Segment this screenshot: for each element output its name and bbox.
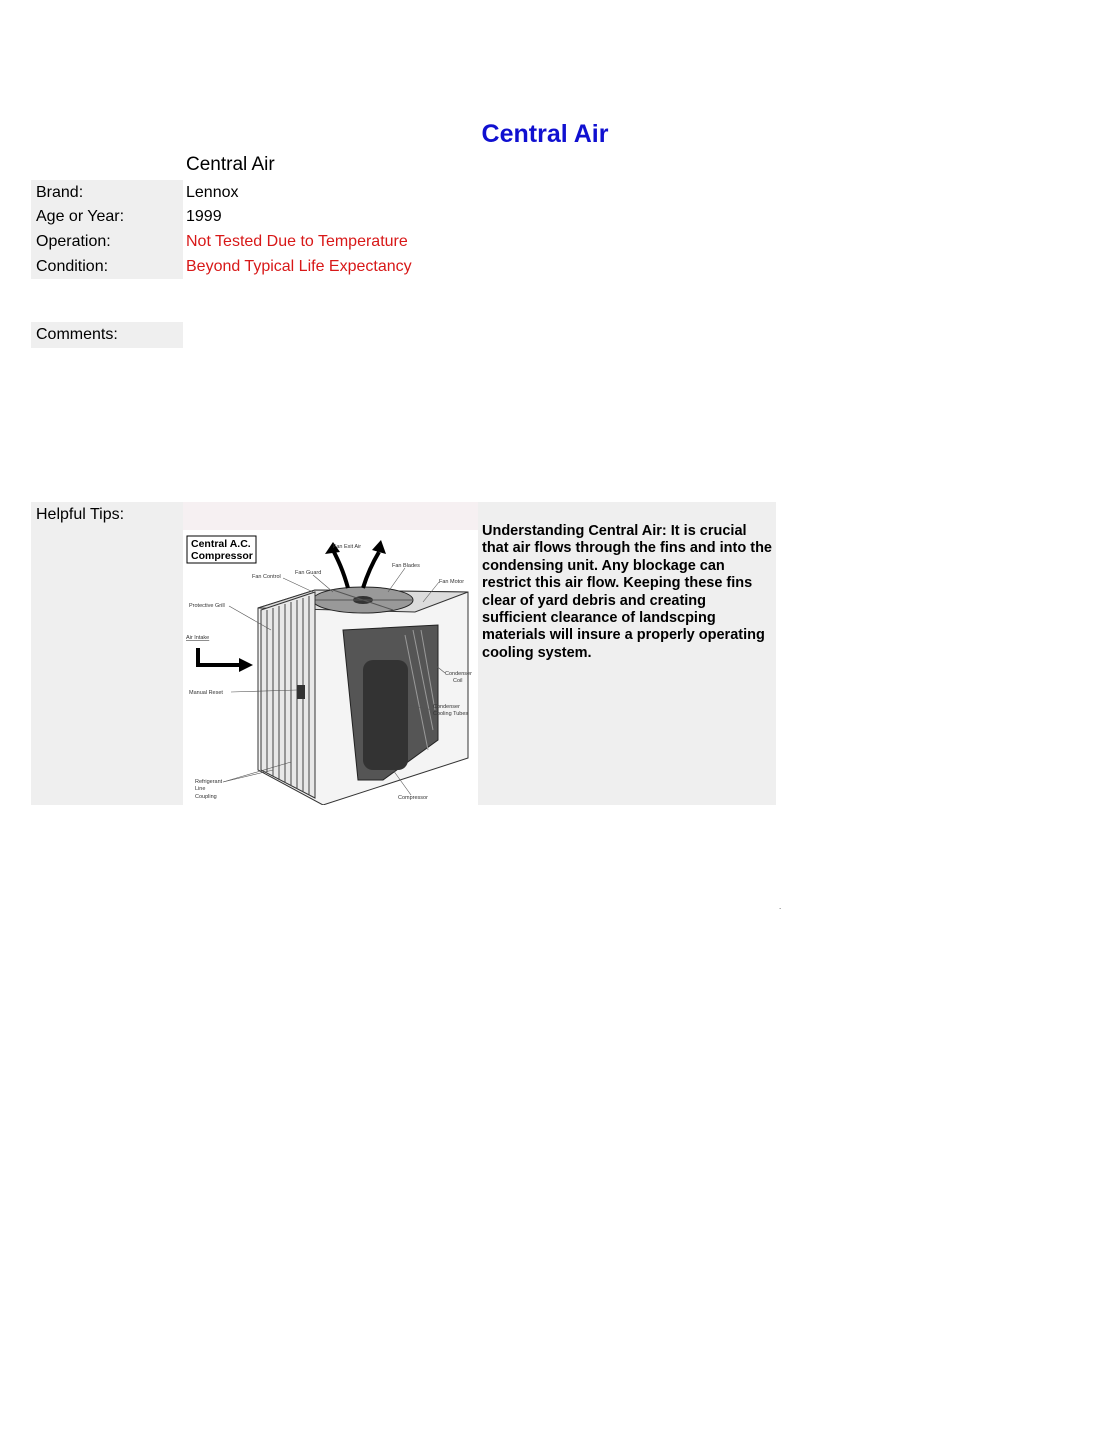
tips-label: Helpful Tips: bbox=[36, 506, 125, 523]
age-label: Age or Year: bbox=[31, 205, 183, 229]
brand-value: Lennox bbox=[186, 184, 239, 201]
label-fan-control: Fan Control bbox=[252, 574, 281, 580]
label-air-intake: Air Intake bbox=[186, 635, 210, 641]
label-fan-exit-air: Fan Exit Air bbox=[333, 544, 362, 550]
label-fan-motor: Fan Motor bbox=[439, 579, 465, 585]
diagram-heading-line1: Central A.C. bbox=[191, 538, 251, 550]
label-condenser-coil-1: Condenser bbox=[445, 671, 472, 677]
label-manual-reset: Manual Reset bbox=[189, 690, 223, 696]
brand-label: Brand: bbox=[31, 180, 183, 205]
section-subtitle: Central Air bbox=[186, 154, 275, 175]
label-fan-blades: Fan Blades bbox=[392, 563, 420, 569]
label-refrigerant-1: Refrigerant bbox=[195, 779, 223, 785]
label-condenser-tubes-1: Condenser bbox=[433, 704, 460, 710]
condition-value: Beyond Typical Life Expectancy bbox=[186, 258, 412, 275]
operation-label: Operation: bbox=[31, 229, 183, 254]
ac-compressor-diagram bbox=[183, 530, 478, 805]
label-compressor: Compressor bbox=[398, 795, 428, 801]
age-value: 1999 bbox=[186, 208, 222, 225]
label-condenser-tubes-2: Cooling Tubes bbox=[433, 711, 469, 717]
operation-value: Not Tested Due to Temperature bbox=[186, 233, 408, 250]
label-refrigerant-3: Coupling bbox=[195, 794, 217, 800]
label-condenser-coil-2: Coil bbox=[453, 678, 463, 684]
label-protective-grill: Protective Grill bbox=[189, 603, 225, 609]
page-title: Central Air bbox=[481, 120, 609, 148]
footer-mark: . bbox=[779, 902, 782, 911]
image-header-strip bbox=[183, 502, 478, 530]
diagram-heading-line2: Compressor bbox=[191, 550, 253, 562]
label-fan-guard: Fan Guard bbox=[295, 570, 322, 576]
tips-label-cell bbox=[31, 502, 183, 805]
condition-label: Condition: bbox=[31, 254, 183, 279]
comments-label: Comments: bbox=[31, 322, 183, 348]
label-refrigerant-2: Line bbox=[195, 786, 206, 792]
tips-text: Understanding Central Air: It is crucial that air flows through the fins and into the condensing unit. Any blockage can restrict this air flow. Keeping these fins clear of yard debris and creating sufficient clearance of landscping materials will insure a properly operating cooling system. bbox=[482, 523, 772, 661]
